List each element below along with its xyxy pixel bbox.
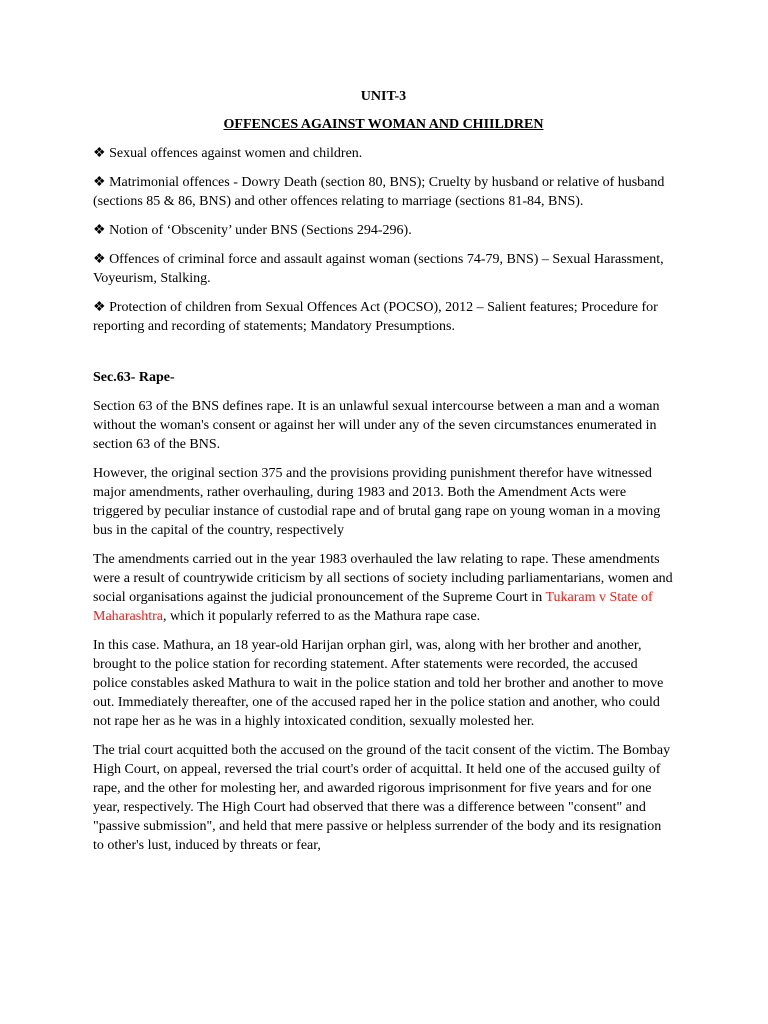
list-item-text: Matrimonial offences - Dowry Death (section 80, BNS); Cruelty by husband or relative of husband (sections 85 & 86, BNS) and other offences relating to marriage (sections 81-84, BNS). bbox=[93, 175, 665, 209]
syllabus-list bbox=[93, 144, 674, 336]
bullet-diamond-icon: ❖ bbox=[93, 146, 106, 161]
list-item-text: Sexual offences against women and children. bbox=[109, 146, 363, 161]
paragraph-mathura-case bbox=[93, 550, 674, 626]
list-item bbox=[93, 173, 674, 211]
bullet-diamond-icon: ❖ bbox=[93, 300, 106, 315]
bullet-diamond-icon: ❖ bbox=[93, 175, 106, 190]
paragraph-text: The amendments carried out in the year 1983 overhauled the law relating to rape. These amendments were a result of countrywide criticism by all sections of society including parliamentarians, women and social organisations against the judicial pronouncement of the Supreme Court in bbox=[93, 552, 673, 605]
case-citation: Tukaram v State of Maharashtra bbox=[93, 590, 653, 624]
paragraph-court-decision: The trial court acquitted both the accused on the ground of the tacit consent of the victim. The Bombay High Court, on appeal, reversed the trial court's order of acquittal. It held one of the accused guilty of rape, and the other for molesting her, and awarded rigorous imprisonment for five years and for one year, respectively. The High Court had observed that there was a difference between "consent" and "passive submission", and held that mere passive or helpless surrender of the body and its resignation to other's lust, induced by threats or fear, bbox=[93, 743, 671, 853]
list-item-text: Protection of children from Sexual Offences Act (POCSO), 2012 – Salient features; Procedure for reporting and recording of statements; Mandatory Presumptions. bbox=[93, 300, 658, 334]
bullet-diamond-icon: ❖ bbox=[93, 252, 106, 267]
page-title: OFFENCES AGAINST WOMAN AND CHIILDREN bbox=[223, 117, 544, 132]
list-item bbox=[93, 250, 674, 288]
list-item-text: Notion of ‘Obscenity’ under BNS (Sections 294-296). bbox=[109, 223, 412, 238]
list-item-text: Offences of criminal force and assault against woman (sections 74-79, BNS) – Sexual Harassment, Voyeurism, Stalking. bbox=[93, 252, 664, 286]
bullet-diamond-icon: ❖ bbox=[93, 223, 106, 238]
paragraph-definition: Section 63 of the BNS defines rape. It is an unlawful sexual intercourse between a man and a woman without the woman's consent or against her will under any of the seven circumstances enumerated in section 63 of the BNS. bbox=[93, 399, 660, 452]
list-item bbox=[93, 144, 674, 163]
paragraph-amendments: However, the original section 375 and the provisions providing punishment therefor have witnessed major amendments, rather overhauling, during 1983 and 2013. Both the Amendment Acts were triggered by peculiar instance of custodial rape and of brutal gang rape on young woman in a moving bus in the capital of the country, respectively bbox=[93, 466, 661, 538]
list-item bbox=[93, 298, 674, 336]
section-heading: Sec.63- Rape- bbox=[93, 370, 175, 385]
paragraph-text: , which it popularly referred to as the Mathura rape case. bbox=[162, 609, 481, 624]
list-item bbox=[93, 221, 674, 240]
paragraph-case-facts: In this case. Mathura, an 18 year-old Harijan orphan girl, was, along with her brother and another, brought to the police station for recording statement. After statements were recorded, the accused police constables asked Mathura to wait in the police station and told her brother and another to move out. Immediately thereafter, one of the accused raped her in the police station and another, who could not rape her as he was in a highly intoxicated condition, sexually molested her. bbox=[93, 638, 664, 729]
unit-heading: UNIT-3 bbox=[360, 89, 407, 104]
